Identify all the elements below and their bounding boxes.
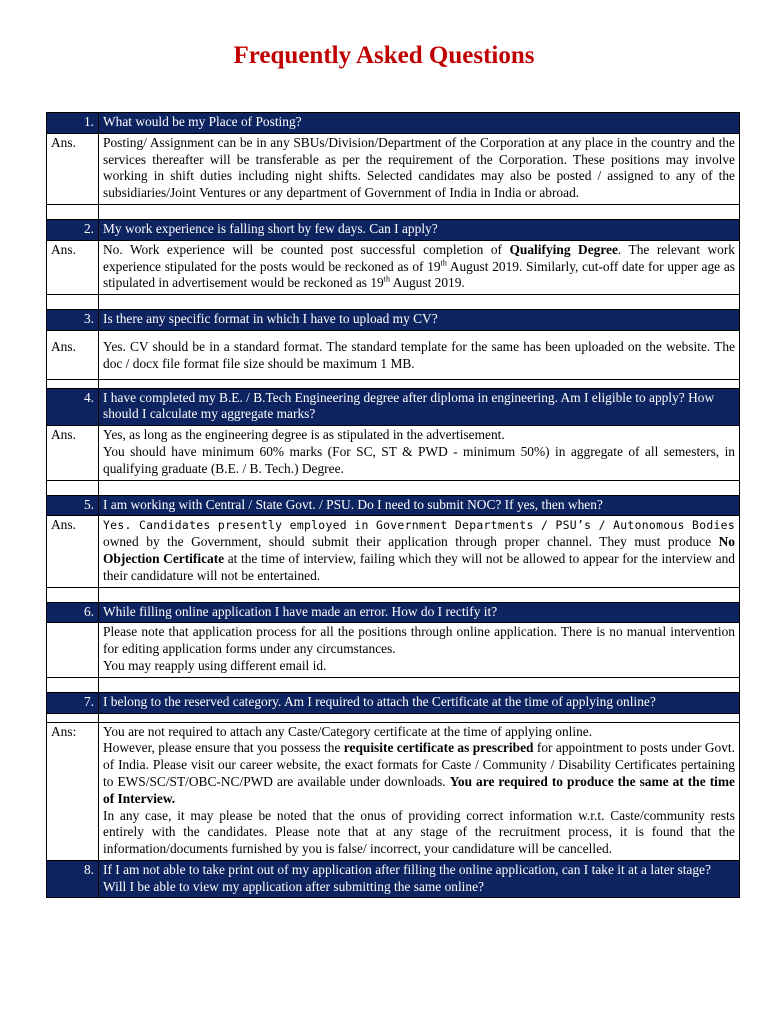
answer-line: You should have minimum 60% marks (For SC, ST & PWD - minimum 50%) in aggregate of all semesters, in qualifying graduate (B.E. / B. Tech.) Degree.	[103, 443, 735, 476]
question-row	[47, 495, 740, 516]
question-number: 6.	[47, 602, 99, 623]
question-text: While filling online application I have made an error. How do I rectify it?	[99, 602, 740, 623]
question-number: 8.	[47, 860, 99, 898]
question-number: 1.	[47, 113, 99, 134]
answer-line: Please note that application process for all the positions through online application. There is no manual intervention for editing application forms under any circumstances.	[103, 624, 735, 657]
answer-row	[47, 240, 740, 294]
answer-line: Yes, as long as the engineering degree is as stipulated in the advertisement.	[103, 427, 505, 443]
answer-line: You may reapply using different email id.	[103, 657, 327, 673]
question-row	[47, 388, 740, 426]
question-row	[47, 860, 740, 898]
question-text: If I am not able to take print out of my application after filling the online application, can I take it at a later stage? Will I be able to view my application after submitting the same online?	[99, 860, 740, 898]
question-number: 2.	[47, 219, 99, 240]
answer-text	[99, 426, 740, 480]
question-row	[47, 113, 740, 134]
question-row	[47, 310, 740, 331]
answer-label: Ans.	[47, 516, 99, 587]
question-text: I belong to the reserved category. Am I required to attach the Certificate at the time of applying online?	[99, 692, 740, 713]
answer-label	[47, 623, 99, 677]
answer-text: Yes. Candidates presently employed in Government Departments / PSU’s / Autonomous Bodies owned by the Government, should submit their application through proper channel. They must produce No Objection Certificate at the time of interview, failing which they will not be allowed to appear for the interview and their candidature will not be entertained.	[99, 516, 740, 587]
answer-row	[47, 330, 740, 379]
question-text: Is there any specific format in which I have to upload my CV?	[99, 310, 740, 331]
answer-label: Ans.	[47, 133, 99, 204]
question-row	[47, 219, 740, 240]
answer-text: Posting/ Assignment can be in any SBUs/Division/Department of the Corporation at any place in the country and the services thereafter will be transferable as per the requirement of the Corporation. These positions may involve working in shift duties including night shifts. Selected candidates may also be posted / assigned to any of the subsidiaries/Joint Ventures or any department of Government of India in India or abroad.	[99, 133, 740, 204]
answer-row	[47, 133, 740, 204]
answer-text	[99, 623, 740, 677]
question-row	[47, 602, 740, 623]
answer-label: Ans.	[47, 240, 99, 294]
question-number: 4.	[47, 388, 99, 426]
answer-row	[47, 623, 740, 677]
answer-label: Ans:	[47, 722, 99, 860]
question-text: I have completed my B.E. / B.Tech Engineering degree after diploma in engineering. Am I eligible to apply? How should I calculate my aggregate marks?	[99, 388, 740, 426]
answer-text: You are not required to attach any Caste/Category certificate at the time of applying online. However, please ensure that you possess the requisite certificate as prescribed for appointment to posts under Govt. of India. Please visit our career website, the exact formats for Caste / Community / Disability Certificates pertaining to EWS/SC/ST/OBC-NC/PWD are available under downloads. You are required to produce the same at the time of Interview. In any case, it may please be noted that the onus of providing correct information w.r.t. Caste/community rests entirely with the candidates. Please note that at any stage of the recruitment process, it is found that the information/documents furnished by you is false/ incorrect, your candidature will be cancelled.	[99, 722, 740, 860]
answer-row	[47, 426, 740, 480]
question-text: My work experience is falling short by few days. Can I apply?	[99, 219, 740, 240]
answer-label: Ans.	[47, 330, 99, 379]
answer-text: Yes. CV should be in a standard format. The standard template for the same has been uploaded on the website. The doc / docx file format file size should be maximum 1 MB.	[99, 330, 740, 379]
answer-row	[47, 516, 740, 587]
question-text: I am working with Central / State Govt. / PSU. Do I need to submit NOC? If yes, then when?	[99, 495, 740, 516]
question-number: 7.	[47, 692, 99, 713]
page-title: Frequently Asked Questions	[233, 42, 535, 69]
question-number: 3.	[47, 310, 99, 331]
faq-table	[46, 112, 740, 898]
answer-text: No. Work experience will be counted post successful completion of Qualifying Degree. The relevant work experience stipulated for the posts would be reckoned as of 19th August 2019. Similarly, cut-off date for upper age as stipulated in advertisement would be reckoned as 19th August 2019.	[99, 240, 740, 294]
answer-label: Ans.	[47, 426, 99, 480]
question-row	[47, 692, 740, 713]
question-text: What would be my Place of Posting?	[99, 113, 740, 134]
answer-row	[47, 722, 740, 860]
question-number: 5.	[47, 495, 99, 516]
